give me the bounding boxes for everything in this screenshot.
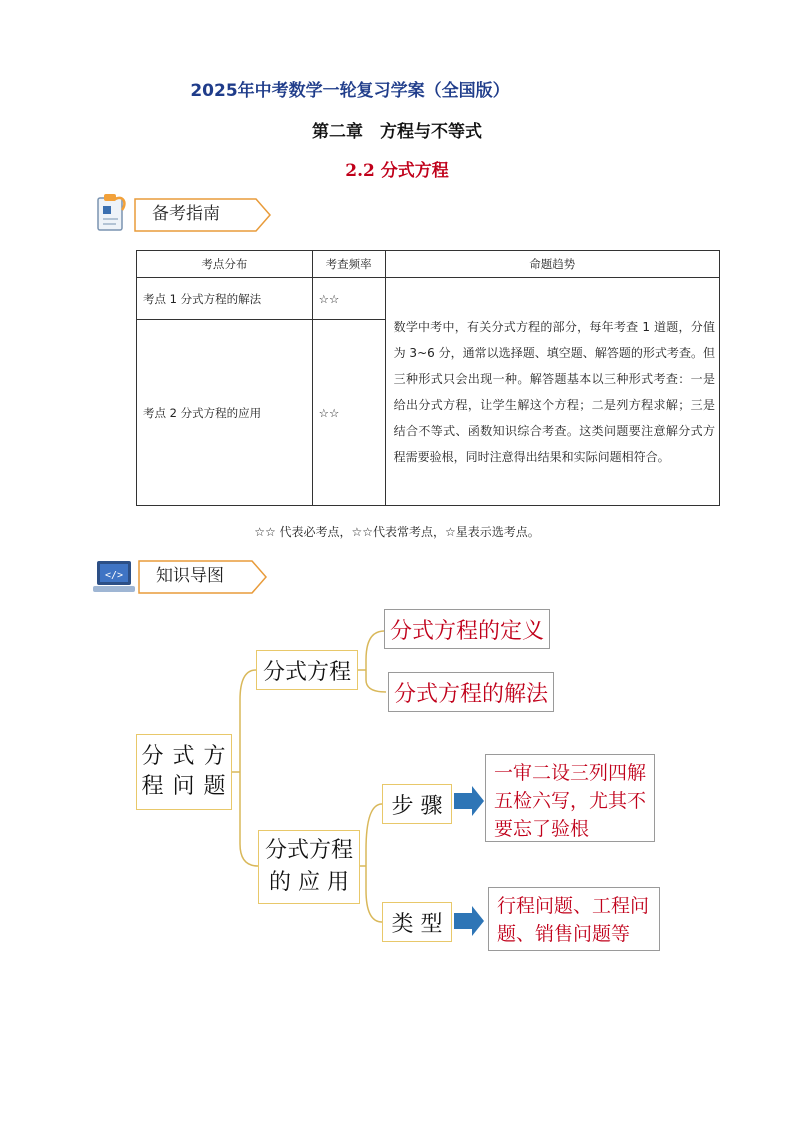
- arrow-icon: [454, 786, 484, 936]
- steps-description: 一审二设三列四解 五检六写，尤其不 要忘了验根: [485, 754, 655, 842]
- mindmap-section-label: 知识导图: [156, 566, 224, 586]
- steps-node: 步 骤: [382, 784, 452, 824]
- guide-section-label: 备考指南: [152, 204, 220, 224]
- topic-cell: 考点 1 分式方程的解法: [137, 278, 313, 320]
- branch-application: 分式方程 的 应 用: [258, 830, 360, 904]
- chapter-title: 第二章 方程与不等式: [312, 122, 482, 142]
- types-node: 类 型: [382, 902, 452, 942]
- leaf-solving-method: 分式方程的解法: [388, 672, 554, 712]
- topic-cell: 考点 2 分式方程的应用: [137, 320, 313, 506]
- leaf-definition: 分式方程的定义: [384, 609, 550, 649]
- branch-fractional-equation: 分式方程: [256, 650, 358, 690]
- table-header: 考查频率: [312, 251, 385, 278]
- table-header: 命题趋势: [385, 251, 719, 278]
- freq-cell: ☆☆: [312, 320, 385, 506]
- freq-cell: ☆☆: [312, 278, 385, 320]
- types-description: 行程问题、工程问 题、销售问题等: [488, 887, 660, 951]
- mindmap-root-node: 分 式 方 程 问 题: [136, 734, 232, 810]
- page-title: 2025年中考数学一轮复习学案（全国版）: [190, 81, 510, 101]
- trend-cell: 数学中考中，有关分式方程的部分，每年考查 1 道题，分值为 3~6 分，通常以选择题、填空题、解答题的形式考查。但三种形式只会出现一种。解答题基本以三种形式考查：一是给出分式方程，让学生解这个方程；二是列方程求解；三是结合不等式、函数知识综合考查。这类问题要注意解分式方程需要验根，同时注意得出结果和实际问题相符合。: [385, 278, 719, 506]
- section-title: 2.2 分式方程: [345, 161, 449, 181]
- star-legend-note: ☆☆ 代表必考点，☆☆代表常考点，☆星表示选考点。: [254, 525, 540, 539]
- table-header: 考点分布: [137, 251, 313, 278]
- svg-text:</>: </>: [104, 570, 124, 581]
